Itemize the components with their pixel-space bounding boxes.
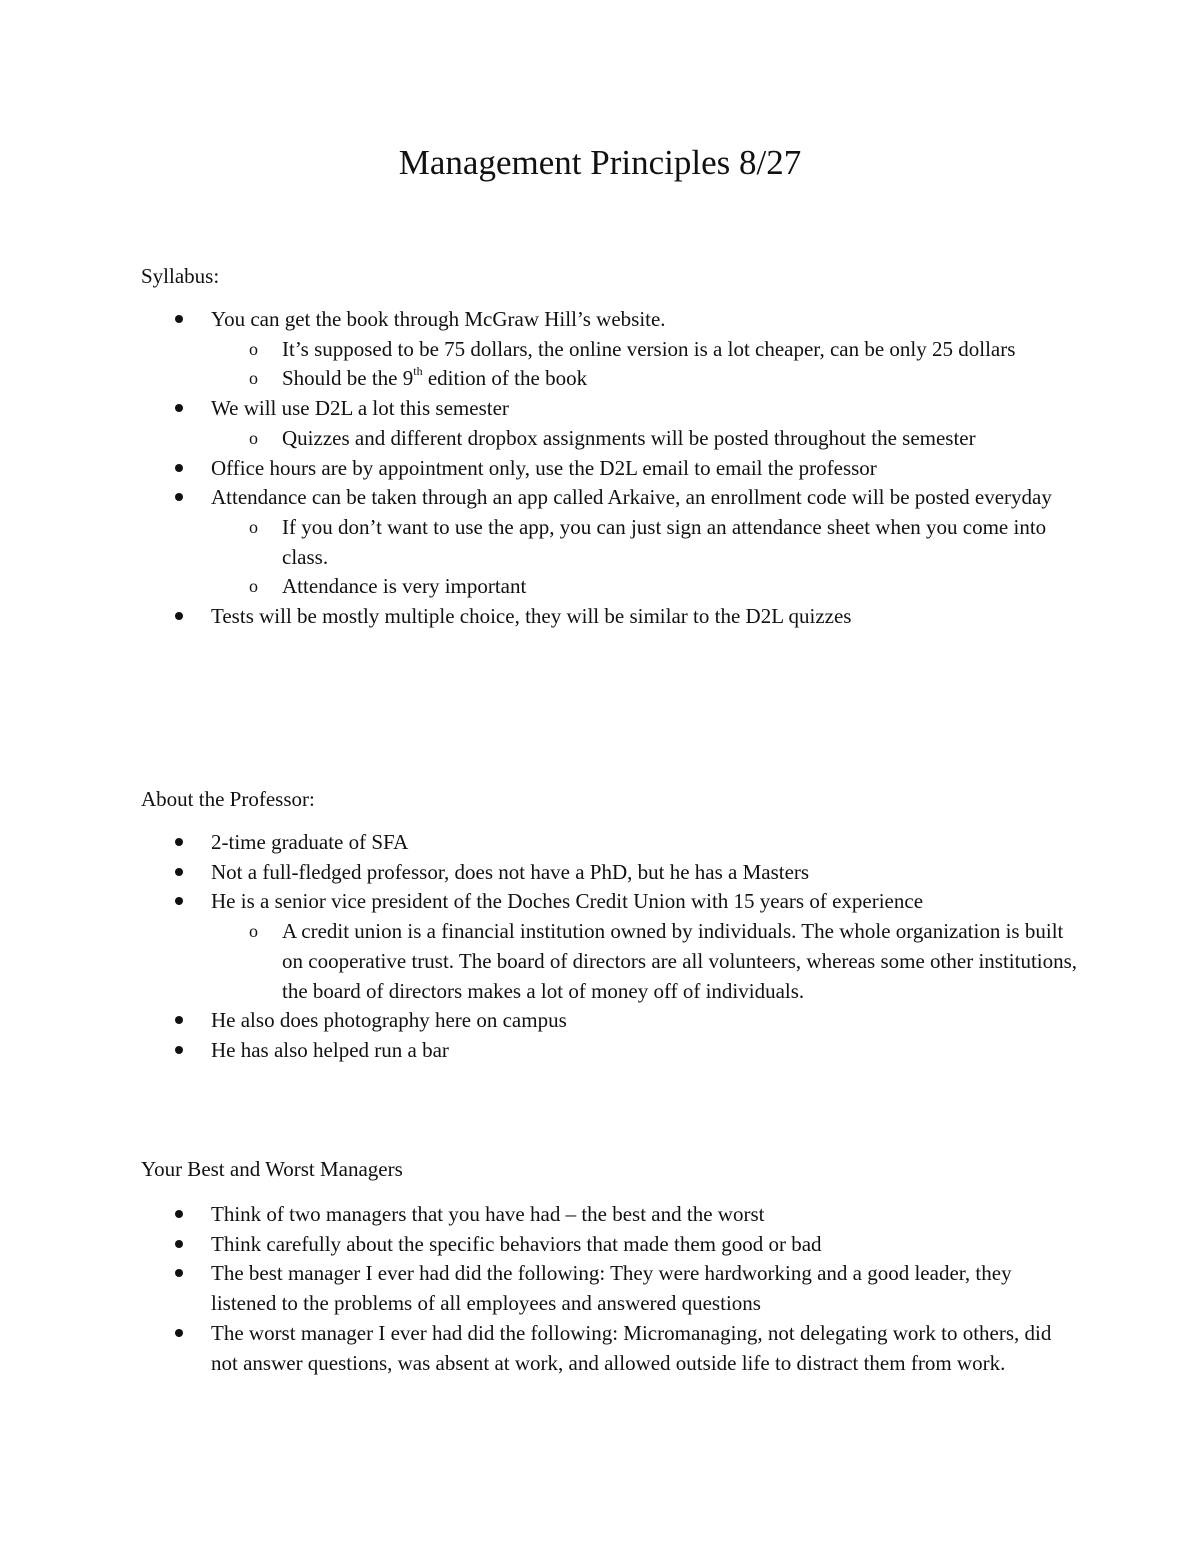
sub-list-item: [211, 424, 1081, 454]
bullet-icon: [175, 1210, 183, 1218]
edition-text-after: edition of the book: [422, 366, 588, 391]
bullet-icon: [175, 1329, 183, 1337]
edition-superscript: th: [413, 364, 423, 379]
list-item-text: Tests will be mostly multiple choice, they will be similar to the D2L quizzes: [211, 604, 852, 629]
list-item-text: 2-time graduate of SFA: [211, 830, 409, 854]
list-item-text: The best manager I ever had did the following: They were hardworking and a good leader, they listened to the problems of all employees and answered questions: [211, 1261, 1012, 1316]
list-item-text: The worst manager I ever had did the following: Micromanaging, not delegating work to others, did not answer questions, was absent at work, and allowed outside life to distract them from work.: [211, 1320, 1052, 1375]
list-item-text: Think carefully about the specific behaviors that made them good or bad: [211, 1231, 822, 1256]
sub-list: [211, 335, 1081, 394]
list-item: [141, 1036, 1081, 1066]
sub-list-item-text: Attendance is very important: [282, 574, 527, 599]
sub-bullet-icon: o: [249, 576, 258, 597]
list-item-text: We will use D2L a lot this semester: [211, 396, 509, 421]
sub-list: [211, 424, 1081, 454]
edition-text-before: Should be the 9: [282, 366, 414, 391]
bullet-icon: [175, 315, 183, 323]
sub-list: [211, 513, 1081, 602]
list-item: [141, 602, 1081, 632]
sub-list-item: [211, 335, 1081, 365]
sub-bullet-icon: o: [249, 338, 258, 359]
list-item-text: Office hours are by appointment only, use the D2L email to email the professor: [211, 455, 877, 480]
sub-list-item: [211, 572, 1081, 602]
bullet-icon: [175, 1016, 183, 1024]
professor-list: [141, 828, 1081, 1066]
list-item: [141, 1230, 1081, 1260]
list-item: [141, 858, 1081, 888]
section-heading-syllabus: Syllabus:: [141, 264, 220, 288]
list-item: [141, 454, 1081, 484]
sub-list: [211, 917, 1081, 1006]
list-item: [141, 1259, 1081, 1318]
sub-bullet-icon: o: [249, 368, 258, 389]
list-item-text: He also does photography here on campus: [211, 1008, 567, 1033]
list-item: [141, 1006, 1081, 1036]
sub-list-item: [211, 364, 1081, 394]
sub-list-item: [211, 917, 1081, 1006]
list-item-text: Attendance can be taken through an app called Arkaive, an enrollment code will be posted everyday: [211, 485, 1052, 510]
sub-bullet-icon: o: [249, 516, 258, 537]
page-title: Management Principles 8/27: [398, 143, 802, 182]
bullet-icon: [175, 897, 183, 905]
bullet-icon: [175, 612, 183, 620]
list-item: [141, 305, 1081, 394]
list-item: [141, 394, 1081, 453]
sub-bullet-icon: o: [249, 921, 258, 942]
sub-list-item-text: A credit union is a financial institution owned by individuals. The whole organization is built on cooperative trust. The board of directors are all volunteers, whereas some other institutions, the board of directors makes a lot of money off of individuals.: [282, 919, 1078, 1003]
bullet-icon: [175, 1240, 183, 1248]
bullet-icon: [175, 838, 183, 846]
section-heading-managers: Your Best and Worst Managers: [141, 1157, 403, 1181]
list-item-text: He is a senior vice president of the Doches Credit Union with 15 years of experience: [211, 889, 924, 914]
sub-list-item-text: If you don’t want to use the app, you can just sign an attendance sheet when you come into class.: [282, 514, 1047, 569]
bullet-icon: [175, 464, 183, 472]
list-item-text: Think of two managers that you have had – the best and the worst: [211, 1202, 765, 1226]
list-item-text: He has also helped run a bar: [211, 1037, 449, 1062]
list-item: [141, 828, 1081, 858]
sub-list-item: [211, 513, 1081, 572]
bullet-icon: [175, 868, 183, 876]
sub-list-item-text: It’s supposed to be 75 dollars, the online version is a lot cheaper, can be only 25 dollars: [282, 336, 1016, 361]
section-heading-professor: About the Professor:: [141, 787, 315, 811]
list-item: [141, 1319, 1081, 1378]
list-item-text: You can get the book through McGraw Hill’s website.: [211, 307, 666, 331]
list-item: [141, 1200, 1081, 1230]
managers-list: [141, 1200, 1081, 1378]
syllabus-list: [141, 305, 1081, 632]
bullet-icon: [175, 404, 183, 412]
list-item-text: Not a full-fledged professor, does not have a PhD, but he has a Masters: [211, 859, 810, 884]
sub-list-item-text: Quizzes and different dropbox assignments will be posted throughout the semester: [282, 425, 976, 450]
list-item: [141, 483, 1081, 602]
list-item: [141, 887, 1081, 1006]
bullet-icon: [175, 1269, 183, 1277]
bullet-icon: [175, 493, 183, 501]
sub-bullet-icon: o: [249, 427, 258, 448]
bullet-icon: [175, 1046, 183, 1054]
